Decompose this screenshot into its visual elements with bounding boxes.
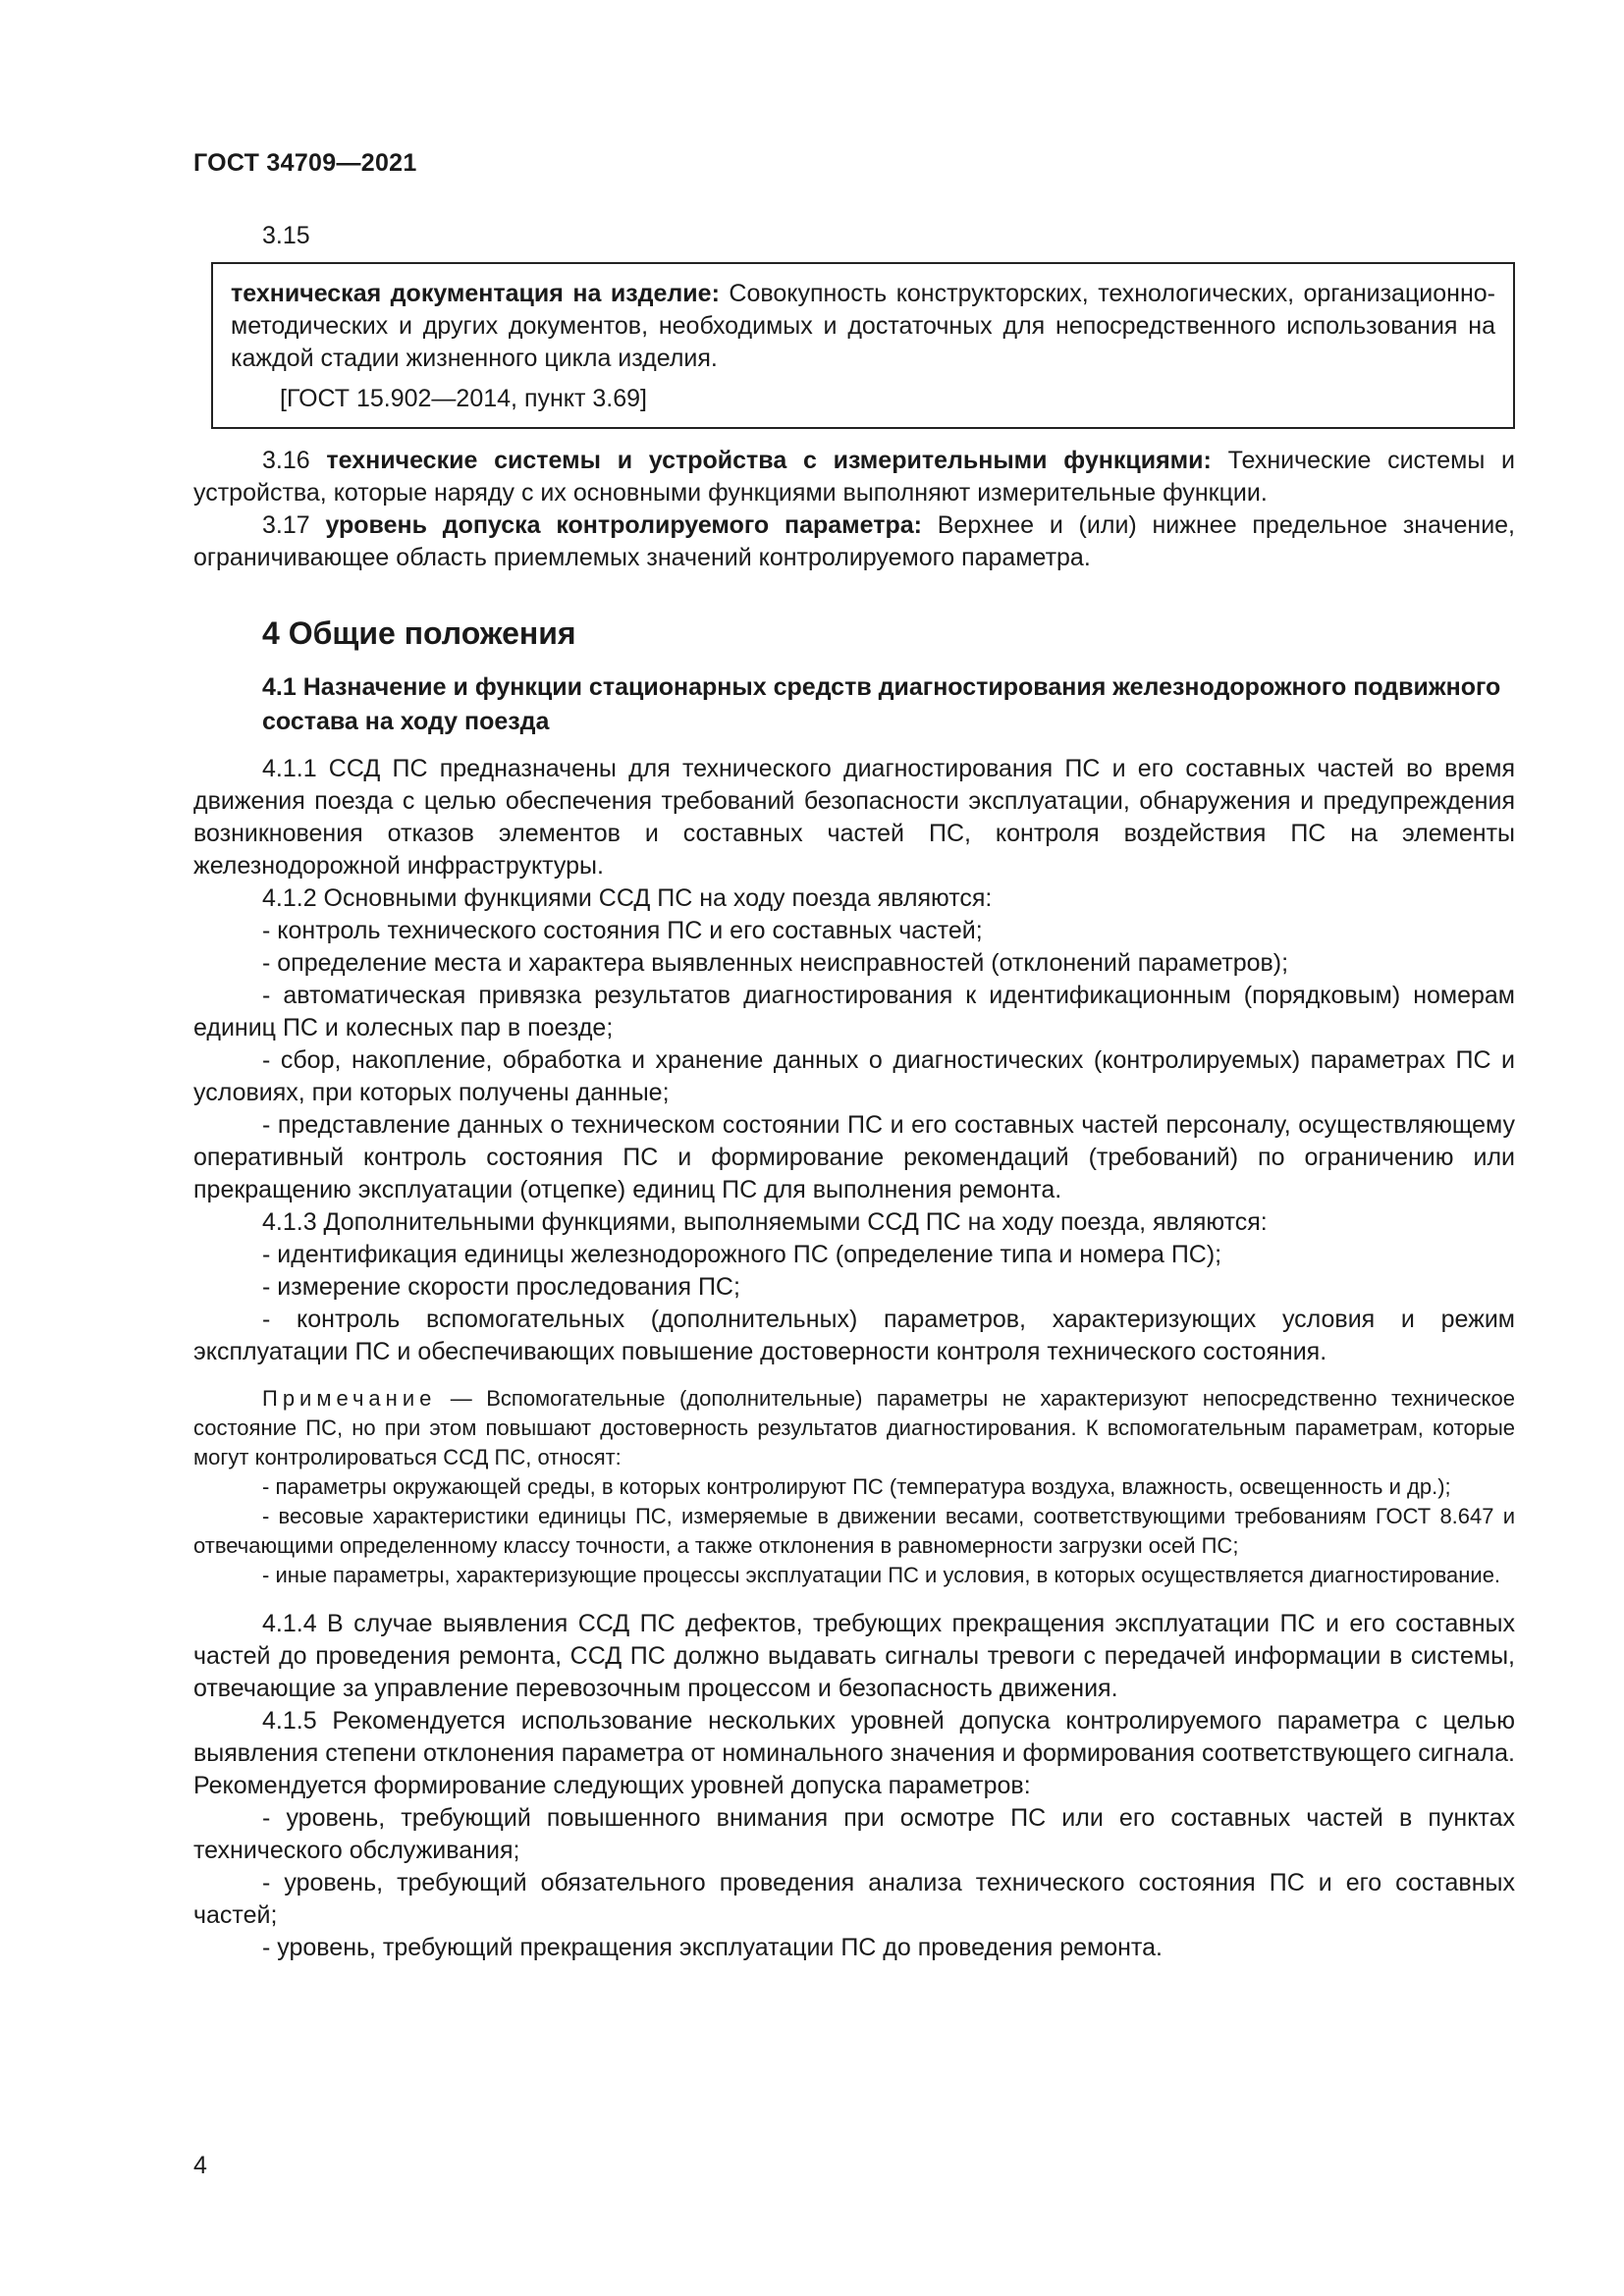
paragraph-4-1-3: 4.1.3 Дополнительными функциями, выполняемыми ССД ПС на ходу поезда, являются: (262, 1208, 1268, 1236)
paragraph-4-1-4: 4.1.4 В случае выявления ССД ПС дефектов, требующих прекращения эксплуатации ПС и его составных частей до проведения ремонта, ССД ПС должно выдавать сигналы тревоги с передачей информации в системы, отвечающие за управление перевозочным процессом и безопасность движения. (193, 1610, 1515, 1702)
page-number: 4 (193, 2152, 207, 2179)
term-3-17-paragraph (193, 509, 1515, 574)
list-item: - представление данных о техническом состоянии ПС и его составных частей персоналу, осуществляющему оперативный контроль состояния ПС и формирование рекомендаций (требований) по ограничению или прекращению эксплуатации (отцепке) единиц ПС для выполнения ремонта. (193, 1111, 1515, 1203)
section-4-1-title: 4.1 Назначение и функции стационарных средств диагностирования железнодорожного подвижного состава на ходу поезда (262, 673, 1501, 735)
list-item: - идентификация единицы железнодорожного ПС (определение типа и номера ПС); (262, 1241, 1222, 1268)
term-3-15-reference: [ГОСТ 15.902—2014, пункт 3.69] (280, 385, 647, 412)
term-3-17-term: уровень допуска контролируемого параметра: (325, 511, 922, 539)
note-item: - весовые характеристики единицы ПС, измеряемые в движении весами, соответствующими требованиям ГОСТ 8.647 и отвечающими определенному классу точности, а также отклонения в равномерности загрузки осей ПС; (193, 1504, 1515, 1558)
term-3-15-definition: Совокупность конструкторских, технологических, организационно-методических и других документов, необходимых и достаточных для непосредственного использования на каждой стадии жизненного цикла изделия. (231, 280, 1495, 372)
term-3-16-definition: Технические системы и устройства, которые наряду с их основными функциями выполняют измерительные функции. (193, 447, 1515, 507)
term-3-17-number: 3.17 (262, 511, 326, 539)
term-3-17-definition: Верхнее и (или) нижнее предельное значение, ограничивающее область приемлемых значений контролируемого параметра. (193, 511, 1516, 571)
standard-header: ГОСТ 34709—2021 (193, 149, 417, 177)
note-block (193, 1384, 1515, 1590)
list-item: - уровень, требующий обязательного проведения анализа технического состояния ПС и его составных частей; (193, 1869, 1515, 1929)
paragraph-4-1-1: 4.1.1 ССД ПС предназначены для технического диагностирования ПС и его составных частей во время движения поезда с целью обеспечения требований безопасности эксплуатации, обнаружения и предупреждения возникновения отказов элементов и составных частей ПС, контроля воздействия ПС на элементы железнодорожной инфраструктуры. (193, 755, 1515, 880)
page-content (193, 220, 1515, 1964)
note-paragraph (193, 1384, 1515, 1472)
term-3-15-box (211, 262, 1515, 429)
note-item: - параметры окружающей среды, в которых контролируют ПС (температура воздуха, влажность, освещенность и др.); (262, 1474, 1451, 1499)
list-item: - уровень, требующий прекращения эксплуатации ПС до проведения ремонта. (262, 1934, 1163, 1961)
term-3-15-number: 3.15 (262, 222, 310, 249)
term-3-15-paragraph (231, 278, 1495, 375)
list-item: - контроль вспомогательных (дополнительных) параметров, характеризующих условия и режим эксплуатации ПС и обеспечивающих повышение достоверности контроля технического состояния. (193, 1306, 1515, 1365)
note-label: Примечание (262, 1386, 437, 1411)
list-item: - определение места и характера выявленных неисправностей (отклонений параметров); (262, 949, 1289, 977)
list-item: - контроль технического состояния ПС и его составных частей; (262, 917, 983, 944)
note-item: - иные параметры, характеризующие процессы эксплуатации ПС и условия, в которых осуществляется диагностирование. (262, 1563, 1501, 1587)
term-3-16-number: 3.16 (262, 447, 327, 474)
term-3-16-paragraph (193, 445, 1515, 509)
list-item: - измерение скорости проследования ПС; (262, 1273, 740, 1301)
section-4-title: 4 Общие положения (262, 615, 576, 651)
list-item: - автоматическая привязка результатов диагностирования к идентификационным (порядковым) номерам единиц ПС и колесных пар в поезде; (193, 982, 1515, 1041)
list-item: - уровень, требующий повышенного внимания при осмотре ПС или его составных частей в пунктах технического обслуживания; (193, 1804, 1515, 1864)
paragraph-4-1-5: 4.1.5 Рекомендуется использование нескольких уровней допуска контролируемого параметра с целью выявления степени отклонения параметра от номинального значения и формирования соответствующего сигнала. Рекомендуется формирование следующих уровней допуска параметров: (193, 1707, 1515, 1799)
note-text: — Вспомогательные (дополнительные) параметры не характеризуют непосредственно техническое состояние ПС, но при этом повышают достоверность результатов диагностирования. К вспомогательным параметрам, которые могут контролироваться ССД ПС, относят: (193, 1386, 1515, 1469)
term-3-16-term: технические системы и устройства с измерительными функциями: (326, 447, 1212, 474)
term-3-15-term: техническая документация на изделие: (231, 280, 720, 307)
paragraph-4-1-2: 4.1.2 Основными функциями ССД ПС на ходу поезда являются: (262, 884, 993, 912)
list-item: - сбор, накопление, обработка и хранение данных о диагностических (контролируемых) параметрах ПС и условиях, при которых получены данные; (193, 1046, 1515, 1106)
